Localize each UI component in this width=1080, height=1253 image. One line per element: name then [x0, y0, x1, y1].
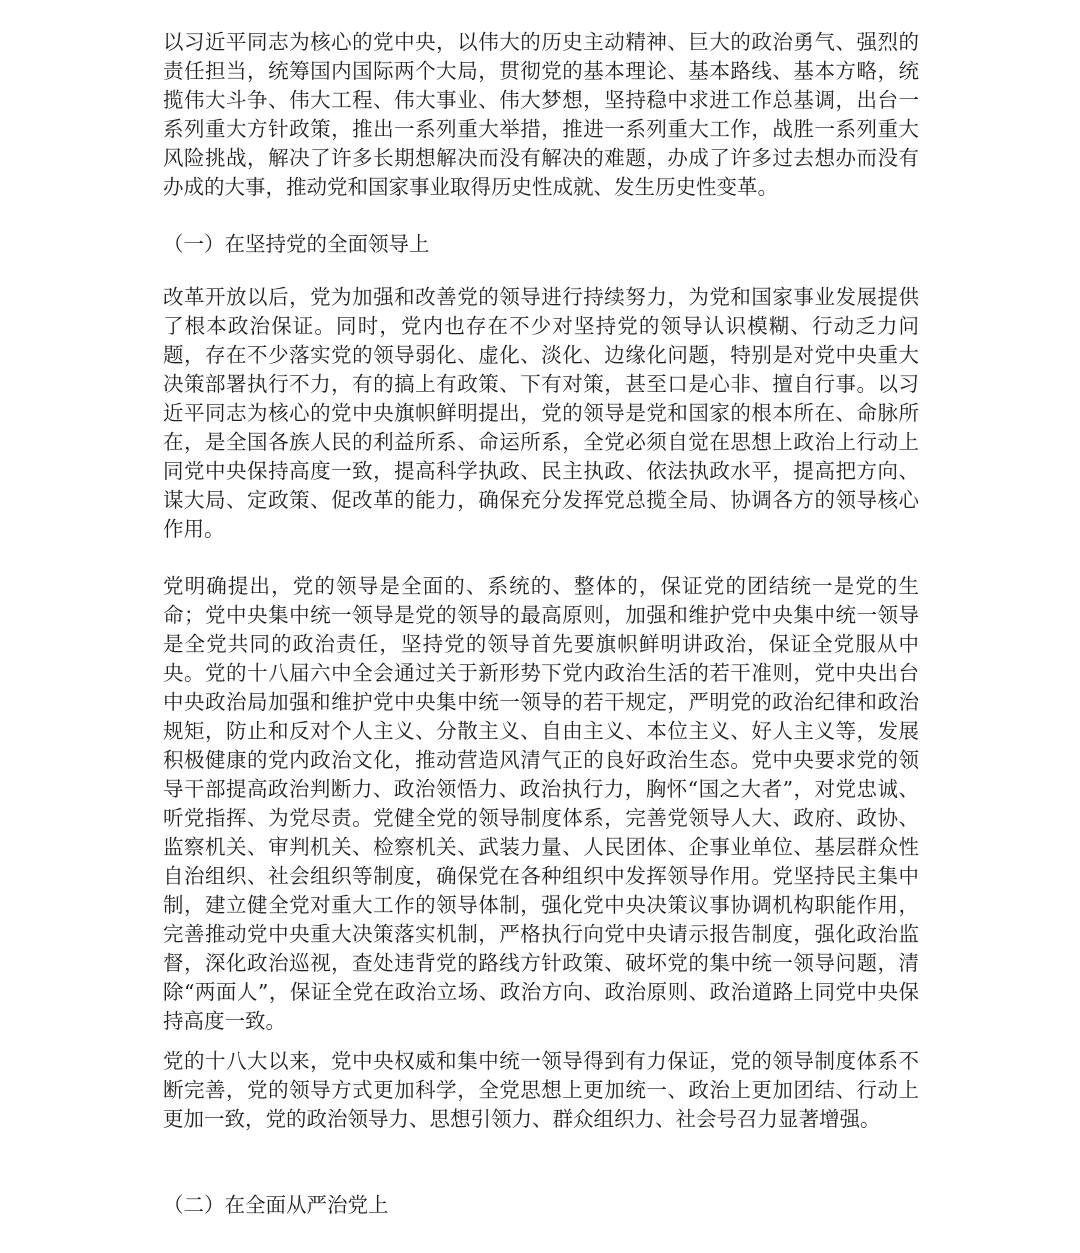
section-heading-1: （一）在坚持党的全面领导上: [163, 232, 430, 256]
body-paragraph: 改革开放以后，党为加强和改善党的领导进行持续努力，为党和国家事业发展提供了根本政治保证。同时，党内也存在不少对坚持党的领导认识模糊、行动乏力问题，存在不少落实党的领导弱化、虚化、淡化、边缘化问题，特别是对党中央重大决策部署执行不力，有的搞上有政策、下有对策，甚至口是心非、擅自行事。以习近平同志为核心的党中央旗帜鲜明提出，党的领导是党和国家的根本所在、命脉所在，是全国各族人民的利益所系、命运所系，全党必须自觉在思想上政治上行动上同党中央保持高度一致，提高科学执政、民主执政、依法执政水平，提高把方向、谋大局、定政策、促改革的能力，确保充分发挥党总揽全局、协调各方的领导核心作用。: [163, 285, 919, 541]
intro-paragraph: 以习近平同志为核心的党中央，以伟大的历史主动精神、巨大的政治勇气、强烈的责任担当，统筹国内国际两个大局，贯彻党的基本理论、基本路线、基本方略，统揽伟大斗争、伟大工程、伟大事业、伟大梦想，坚持稳中求进工作总基调，出台一系列重大方针政策，推出一系列重大举措，推进一系列重大工作，战胜一系列重大风险挑战，解决了许多长期想解决而没有解决的难题，办成了许多过去想办而没有办成的大事，推动党和国家事业取得历史性成就、发生历史性变革。: [163, 30, 919, 199]
body-paragraph: 党明确提出，党的领导是全面的、系统的、整体的，保证党的团结统一是党的生命；党中央集中统一领导是党的领导的最高原则，加强和维护党中央集中统一领导是全党共同的政治责任，坚持党的领导首先要旗帜鲜明讲政治，保证全党服从中央。党的十八届六中全会通过关于新形势下党内政治生活的若干准则，党中央出台中央政治局加强和维护党中央集中统一领导的若干规定，严明党的政治纪律和政治规矩，防止和反对个人主义、分散主义、自由主义、本位主义、好人主义等，发展积极健康的党内政治文化，推动营造风清气正的良好政治生态。党中央要求党的领导干部提高政治判断力、政治领悟力、政治执行力，胸怀“国之大者”，对党忠诚、听党指挥、为党尽责。党健全党的领导制度体系，完善党领导人大、政府、政协、监察机关、审判机关、检察机关、武装力量、人民团体、企事业单位、基层群众性自治组织、社会组织等制度，确保党在各种组织中发挥领导作用。党坚持民主集中制，建立健全党对重大工作的领导体制，强化党中央决策议事协调机构职能作用，完善推动党中央重大决策落实机制，严格执行向党中央请示报告制度，强化政治监督，深化政治巡视，查处违背党的路线方针政策、破坏党的集中统一领导问题，清除“两面人”，保证全党在政治立场、政治方向、政治原则、政治道路上同党中央保持高度一致。: [163, 574, 919, 1033]
body-paragraph: 党的十八大以来，党中央权威和集中统一领导得到有力保证，党的领导制度体系不断完善，党的领导方式更加科学，全党思想上更加统一、政治上更加团结、行动上更加一致，党的政治领导力、思想引领力、群众组织力、社会号召力显著增强。: [163, 1049, 919, 1131]
section-heading-2: （二）在全面从严治党上: [163, 1193, 389, 1217]
